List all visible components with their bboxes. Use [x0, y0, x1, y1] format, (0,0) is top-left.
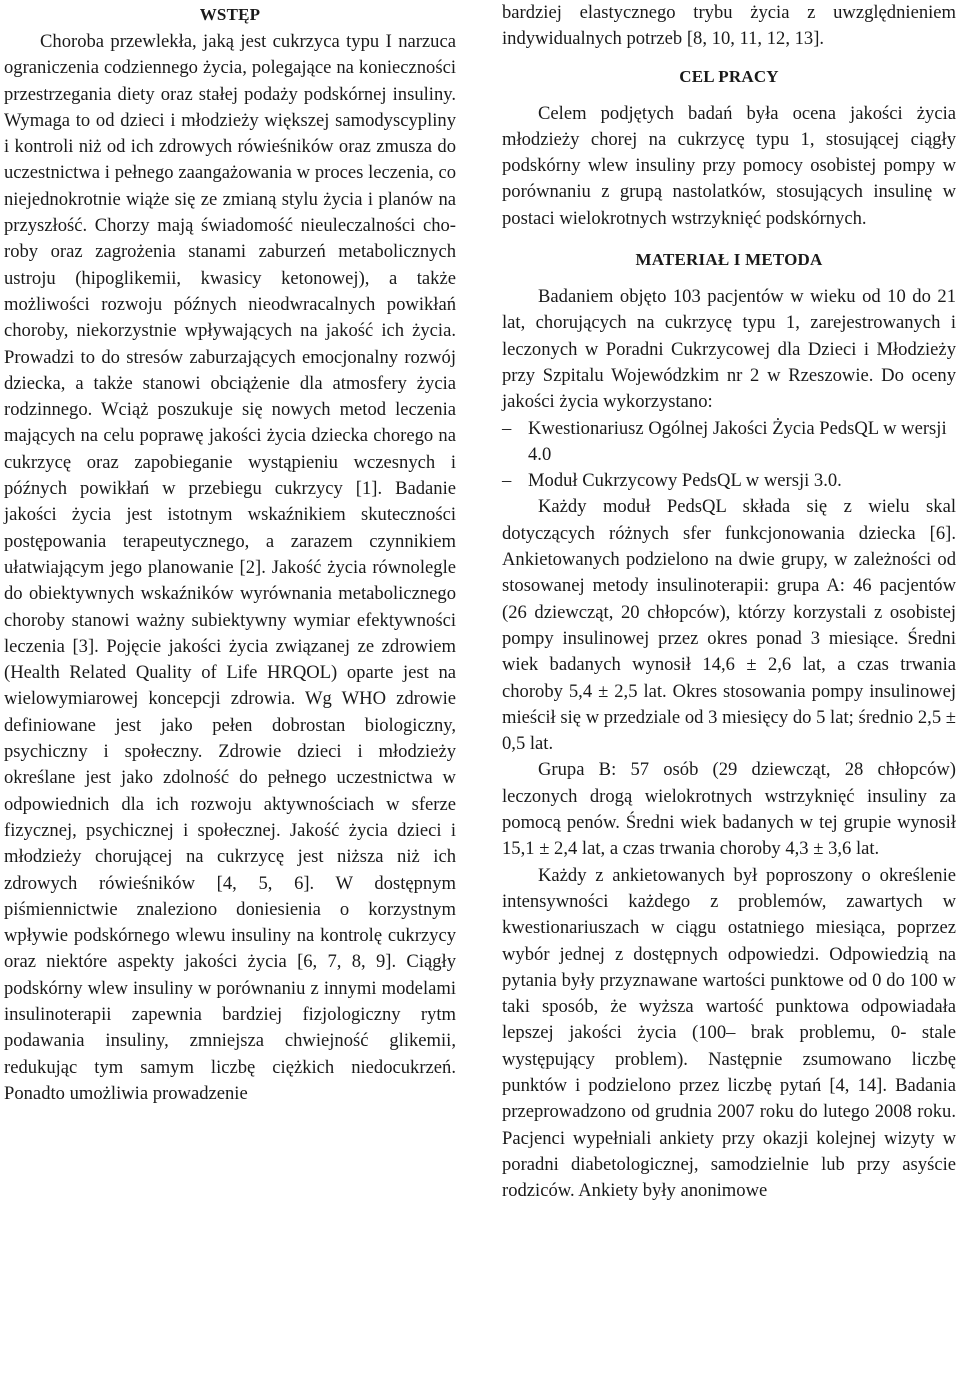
list-dash: – — [502, 417, 512, 439]
introduction-continuation: bardziej elastycznego trybu życia z uwzględnieniem indywidualnych potrzeb [8, 10, 11, 12, 13]. — [502, 2, 956, 50]
list-item-text: Moduł Cukrzycowy PedsQL w wersji 3.0. — [528, 470, 842, 492]
section-heading-methods: MATERIAŁ I METODA — [635, 250, 823, 270]
methods-paragraph: Badaniem objęto 103 pacjentów w wieku od 10 do 21 lat, chorujących na cukrzycę typu 1, zarejestrowanych i leczonych w Poradni Cukrzycowej dla Dzieci i Młodzieży przy Szpitalu Wojewódzkim nr 2 w Rzeszowie. Do oceny jakości życia wykorzystano: — [502, 286, 956, 413]
instrument-list — [502, 416, 956, 495]
section-heading-aim: CEL PRACY — [679, 66, 779, 86]
list-item — [502, 416, 956, 469]
survey-paragraph: Każdy z ankietowanych był poproszony o określenie intensywności każdego z problemów, zawartych w kwestionariuszach w ciągu ostatniego miesiąca, poprzez wybór jednej z dostępnych odpowiedzi. Odpowiedzią na pytania były przyznawane wartości punktowe od 0 do 100 w taki sposób, że wyższa wartość punktowa odpowiadała lepszej jakości życia (100– brak problemu, 0- stale występujący problem). Następnie zsumowano liczbę punktów i podzielono przez liczbę pytań [4, 14]. Badania przeprowadzono od grudnia 2007 roku do lutego 2008 roku. Pacjenci wypełniali ankiety przy okazji kolejnej wizyty w poradni diabetologicznej, samodzielnie lub przy asyście rodziców. Ankiety były anonimowe — [502, 864, 956, 1202]
list-item — [502, 468, 956, 494]
right-column — [502, 0, 956, 1204]
section-heading-introduction: WSTĘP — [199, 5, 261, 24]
list-dash: – — [502, 470, 512, 492]
group-b-paragraph: Grupa B: 57 osób (29 dziewcząt, 28 chłopców) leczonych drogą wielokrotnych wstrzyknięć insuliny za pomocą penów. Średni wiek badanych w tej grupie wynosił 15,1 ± 2,4 lat, a czas trwania choroby 4,3 ± 3,6 lat. — [502, 759, 956, 860]
introduction-paragraph: Choroba przewlekła, jaką jest cukrzyca typu I narzuca ograniczenia codziennego życia, polegające na konieczności przestrzegania diety oraz stałej podaży podskórnej insuliny. Wymaga to od dzieci i młodzieży większej samodyscypliny i kontroli niż od ich zdrowych rówieśników oraz zmusza do uczestnictwa i pełnego zaangażowania w proces leczenia, co niejednokrotnie wiąże się ze zmianą stylu życia i planów na przyszłość. Chorzy mają świadomość nieuleczalności choroby oraz zagrożenia stanami zaburzeń metabolicznych ustroju (hipoglikemii, kwasicy ketonowej), a także możliwości rozwoju późnych nieodwracalnych powikłań choroby, niekorzystnie wpływających na jakość ich życia. Prowadzi to do stresów zaburzających emocjonalny rozwój dziecka, a także stanowi obciążenie dla atmosfery życia rodzinnego. Wciąż poszukuje się nowych metod leczenia mających na celu poprawę jakości życia dziecka chorego na cukrzycę oraz zapobieganie wystąpieniu wczesnych i późnych powikłań w przebiegu cukrzycy [1]. Badanie jakości życia jest istotnym wskaźnikiem skuteczności postępowania terapeutycznego, a zarazem czynnikiem ułatwiającym jego planowanie [2]. Jakość życia równolegle do obiektywnych wskaźników wyrównania metabolicznego choroby stanowi ważny subiektywny wymiar efektywności leczenia [3]. Pojęcie jakości życia związanej ze zdrowiem (Health Related Quality of Life HRQOL) oparte jest na wielowymiarowej koncepcji zdrowia. Wg WHO zdrowie definiowane jest jako pełen dobrostan biologiczny, psychiczny i społeczny. Zdrowie dzieci i młodzieży określane jest jako zdolność do pełnego uczestnictwa w odpowiednich dla ich rozwoju aktywnościach w sferze fizycznej, psychicznej i społecznej. Jakość życia dzieci i młodzieży chorującej na cukrzycę jest niższa niż ich zdrowych rówieśników [4, 5, 6]. W dostępnym piśmiennictwie znaleziono doniesienia o korzystnym wpływie podskórnego wlewu insuliny na kontrolę cukrzycy oraz niektóre aspekty jakości życia [6, 7, 8, 9]. Ciągły podskórny wlew insuliny w porównaniu z innymi modelami insulinoterapii zapewnia bardziej fizjologiczny rytm podawania insuliny, zmniejsza chwiejność glikemii, redukując tym samym liczbę ciężkich niedocukrzeń. Ponadto umożliwia prowadzenie — [4, 31, 456, 1104]
groups-paragraph: Każdy moduł PedsQL składa się z wielu skal dotyczących różnych sfer funkcjonowania dziecka [6]. Ankietowanych podzielono na dwie grupy, w zależności od stosowanej metody insulinoterapii: grupa A: 46 pacjentów (26 dziewcząt, 20 chłopców), którzy korzystali z osobistej pompy insulinowej przez okres ponad 3 miesiące. Średni wiek badanych wynosił 14,6 ± 2,6 lat, a czas trwania choroby 5,4 ± 2,5 lat. Okres stosowania pompy insulinowej mieścił się w przedziale od 3 miesięcy do 5 lat; średnio 2,5 ± 0,5 lat. — [502, 496, 956, 755]
aim-paragraph: Celem podjętych badań była ocena jakości życia młodzieży chorej na cukrzycę typu 1, stosującej ciągły podskórny wlew insuliny przy pomocy osobistej pompy w porównaniu z grupą nastolatków, stosujących insulinę w postaci wielokrotnych wstrzyknięć podskórnych. — [502, 102, 956, 229]
left-column — [4, 0, 456, 1107]
list-item-text: Kwestionariusz Ogólnej Jakości Życia PedsQL w wersji 4.0 — [528, 417, 947, 465]
